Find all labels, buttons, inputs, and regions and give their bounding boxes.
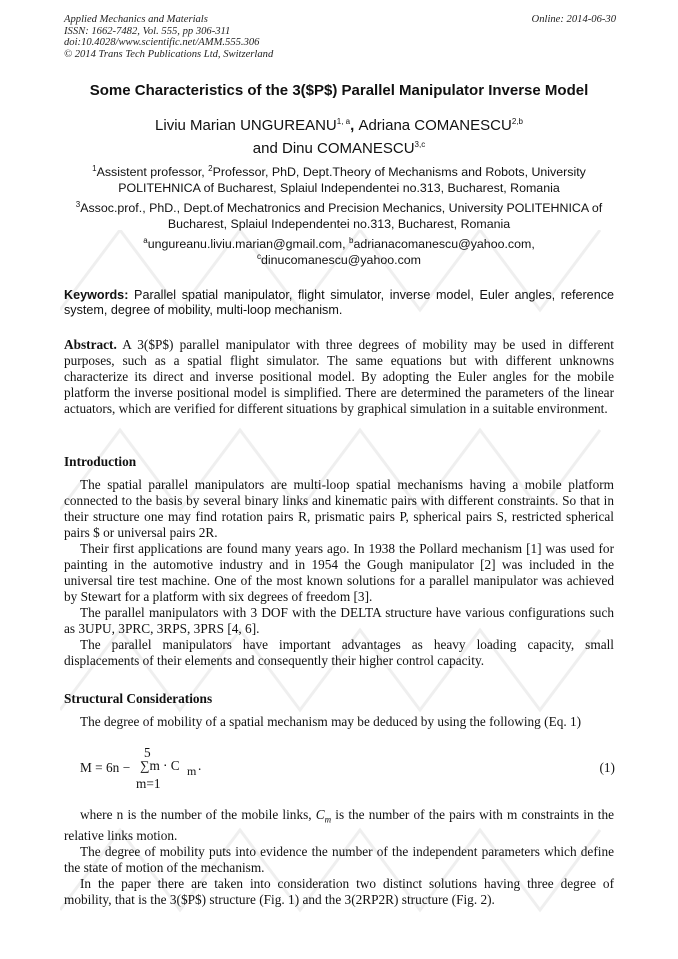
keywords-paragraph — [64, 288, 614, 318]
author-separator: , — [350, 117, 359, 134]
structural-paragraph-2 — [64, 807, 614, 844]
abstract-paragraph — [64, 337, 614, 417]
authors-block — [0, 114, 678, 160]
aff-sup: 3 — [75, 199, 81, 209]
equation-dot: . — [198, 758, 202, 773]
equation-number: (1) — [599, 760, 615, 775]
structural-paragraph-4: In the paper there are taken into consideration two distinct solutions having three degree of mobility, that is the 3($P$) structure (Fig. 1) and the 3(2RP2R) structure (Fig. 2). — [64, 875, 614, 907]
paper-title: Some Characteristics of the 3($P$) Parallel Manipulator Inverse Model — [89, 82, 589, 99]
email-sup: b — [348, 235, 354, 245]
aff-text: Assistent professor, — [96, 165, 209, 179]
equation-subscript: m — [187, 764, 197, 778]
authors-line-2 — [0, 137, 678, 160]
author-1: Liviu Marian UNGUREANU — [155, 117, 337, 134]
intro-paragraph-4: The parallel manipulators have important advantages as heavy loading capacity, small displacements of their elements and consequently their higher control capacity. — [64, 637, 614, 668]
abstract-label: Abstract. — [64, 337, 117, 352]
author-2: Adriana COMANESCU — [358, 117, 512, 134]
email-a: ungureanu.liviu.marian@gmail.com, — [147, 237, 349, 251]
author-2-sup: 2,b — [511, 117, 523, 126]
equation-1 — [80, 745, 615, 793]
online-date: Online: 2014-06-30 — [531, 14, 616, 25]
aff-sup: 1 — [92, 163, 97, 173]
keywords-label: Keywords: — [64, 288, 129, 302]
authors-line-1 — [0, 114, 678, 137]
intro-paragraph-3: The parallel manipulators with 3 DOF with the DELTA structure have various configurations such as 3UPU, 3PRC, 3RPS, 3PRS [4, 6]. — [64, 605, 614, 636]
journal-name: Applied Mechanics and Materials — [64, 14, 208, 25]
structural-p2-text: is the number of the pairs with m constraints in the relative links motion. — [64, 807, 614, 843]
cm-subscript: m — [324, 814, 332, 825]
email-sup: c — [257, 251, 261, 261]
doi-line: doi:10.4028/www.scientific.net/AMM.555.306 — [64, 37, 260, 49]
introduction-body — [64, 477, 614, 669]
affiliation-1 — [60, 164, 618, 196]
author-and: and — [252, 140, 282, 157]
copyright-line: © 2014 Trans Tech Publications Ltd, Switzerland — [64, 48, 274, 60]
email-c: dinucomanescu@yahoo.com — [261, 253, 421, 267]
email-block — [60, 236, 618, 268]
journal-header — [64, 14, 273, 60]
affiliation-3 — [60, 200, 618, 232]
intro-paragraph-2: Their first applications are found many years ago. In 1938 the Pollard mechanism [1] was used for painting in the automotive industry and in 1954 the Gough manipulator [2] was included in the universal tire test machine. One of the most known solutions for a parallel manipulator was achieved by Stewart for a platform with six degrees of freedom [3]. — [64, 541, 614, 604]
email-line-2 — [60, 252, 618, 268]
abstract-text: A 3($P$) parallel manipulator with three degrees of mobility may be used in different purposes, such as a spatial flight simulator. The same equations but with different unknowns characterize its direct and inverse positional model. By adopting the Euler angles for the mobile platform the inverse positional model is simplified. There are determined the parameters of the linear actuators, which are verified for different situations by graphical simulation in a suitable environment. — [64, 337, 614, 416]
structural-paragraph-1: The degree of mobility of a spatial mechanism may be deduced by using the following (Eq. 1) — [80, 714, 582, 729]
author-3: Dinu COMANESCU — [282, 140, 415, 157]
email-sup: a — [143, 235, 148, 245]
structural-paragraph-3: The degree of mobility puts into evidence the number of the independent parameters which define the state of motion of the mechanism. — [64, 843, 614, 875]
email-line-1 — [60, 236, 618, 252]
aff-text: Professor, PhD, Dept.Theory of Mechanisms and Robots, University POLITEHNICA of Bucharest, Splaiul Independentei no.313, Bucharest, Romania — [118, 165, 586, 195]
author-1-sup: 1, a — [336, 117, 351, 126]
equation-lower-limit: m=1 — [136, 776, 161, 791]
cm-symbol: C — [315, 807, 325, 822]
issn-line: ISSN: 1662-7482, Vol. 555, pp 306-311 — [64, 25, 231, 37]
email-b: adrianacomanescu@yahoo.com, — [353, 237, 535, 251]
intro-paragraph-1: The spatial parallel manipulators are multi-loop spatial mechanisms having a mobile platform connected to the basis by several binary links and kinematic pairs with different constraints. So that in their structure one may find rotation pairs R, prismatic pairs P, spherical pairs S, restricted spherical pairs $ or universal pairs 2R. — [64, 477, 614, 540]
structural-body — [64, 807, 614, 908]
aff-sup: 2 — [208, 163, 213, 173]
section-heading-structural: Structural Considerations — [64, 691, 213, 706]
equation-upper-limit: 5 — [144, 745, 151, 760]
author-3-sup: 3,c — [414, 140, 426, 149]
section-heading-introduction: Introduction — [64, 454, 137, 469]
equation-sum: ∑m ⋅ C — [140, 758, 180, 773]
aff-text: Assoc.prof., PhD., Dept.of Mechatronics and Precision Mechanics, University POLITEHNICA of Bucharest, Splaiul Independentei no.313, Bucharest, Romania — [80, 201, 603, 231]
keywords-text: Parallel spatial manipulator, flight simulator, inverse model, Euler angles, reference system, degree of mobility, multi-loop mechanism. — [64, 288, 614, 317]
equation-lhs: M = 6n − — [80, 760, 131, 775]
structural-p2-text: where n is the number of the mobile links, — [80, 807, 316, 822]
